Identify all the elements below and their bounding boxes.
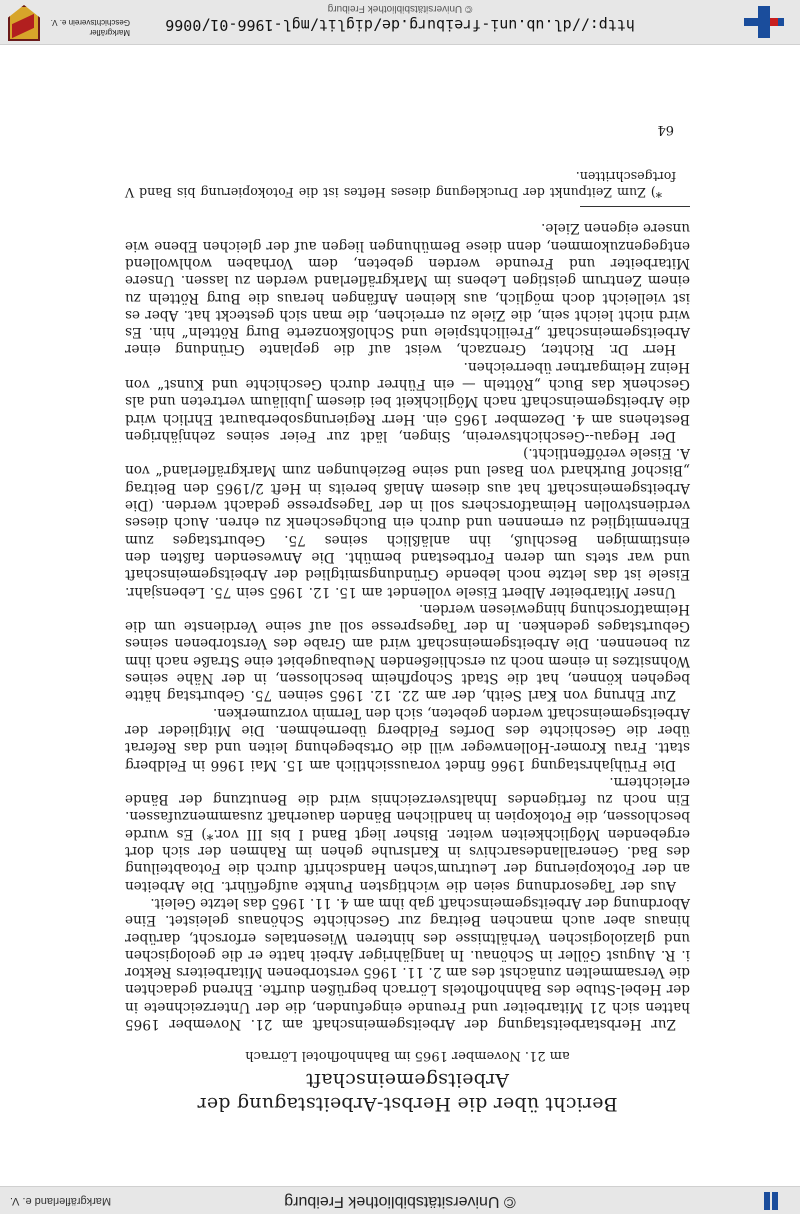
footnote: *) Zum Zeitpunkt der Drucklegung dieses Heftes ist die Fotokopierung bis Band V fortgeschritten. [125,169,676,201]
paragraph: Zur Herbstarbeitstagung der Arbeitsgemeinschaft am 21. November 1965 hatten sich 21 Mitarbeiter und Freunde eingefunden, die der Unterzeichnete in der Hebel-Stube des Bahnhofhotels Lörrach begrüßen durfte. Ehrend gedachten die Versammelten zunächst des am 2. 11. 1965 verstorbenen Mitarbeiters Rektor i. R. August Göller in Schönau. In langjähriger Arbeit hatte er die geologischen und glaziologischen Verhältnisse des hinteren Wiesentales erforscht, darüber hinaus aber auch manchen Beitrag zur Geschichte Schönaus geleistet. Eine Abordnung der Arbeitsgemeinschaft gab ihm am 4. 11. 1965 das letzte Geleit. [125,894,690,1032]
paragraph: Aus der Tagesordnung seien die wichtigsten Punkte aufgeführt. Die Arbeiten an der Fotokopierung der Leutrum'schen Handschrift durch die Fotoabteilung des Bad. Generallandesarchivs in Karlsruhe gehen im Rahmen der sich dort ergebenden Möglichkeiten weiter. Bisher liegt Band I bis III vor.*) Es wurde beschlossen, die Fotokopien in handlichen Bänden dauerhaft zusammenzufassen. Ein noch zu fertigendes Inhaltsverzeichnis wird die Benutzung der Bände erleichtern. [125,773,690,894]
viewer-header [0,0,800,45]
page-number: 64 [657,122,674,138]
document-url[interactable]: http://dl.ub.uni-freiburg.de/diglit/mgl-1966-01/0066 [165,16,635,34]
paragraph: Der Hegau--Geschichtsverein, Singen, lädt zur Feier seines zehnjährigen Bestehens am 4. Dezember 1965 ein. Herr Regierungsoberbaurat Ehrlich wird die Arbeitsgemeinschaft nach Möglichkeit bei diesem Jubiläum vertreten und als Geschenk das Buch „Rötteln — ein Führer durch Geschichte und Kunst“ von Heinz Heimgartner überreichen. [125,358,690,444]
paragraph: Die Frühjahrstagung 1966 findet voraussichtlich am 15. Mai 1966 in Feldberg statt. Frau Kromer-Hollenweger will die Ortsbegehung leiten und das Referat über die Geschichte des Dorfes Feldberg übernehmen. Die Mitglieder der Arbeitsgemeinschaft werden gebeten, sich den Termin vorzumerken. [125,704,690,773]
scanned-page [0,44,800,1186]
library-credit: © Universitätsbibliothek Freiburg [327,3,473,14]
article-title: Bericht über die Herbst-Arbeitstagung der Arbeitsgemeinschaft [197,1069,618,1115]
article [125,121,690,1116]
viewer-footer [0,1186,800,1214]
paragraph: Zur Ehrung von Karl Seith, der am 22. 12. 1965 seinen 75. Geburtstag hätte begehen können, hat die Stadt Schopfheim beschlossen, in der Nähe seines Wohnsitzes in einem noch zu erschließenden Neubaugebiet eine Straße nach ihm zu benennen. Die Arbeitsgemeinschaft wird am Grabe des Verstorbenen seines Geburtstages gedenken. In der Tagespresse soll auf seine Verdienste um die Heimatforschung hingewiesen werden. [125,600,690,704]
footnote-divider [580,206,690,207]
paragraph: Herr Dr. Richter, Grenzach, weist auf die geplante Gründung einer Arbeitsgemeinschaft „Freilichtspiele und Schloßkonzerte Burg Rötteln“ hin. Es wird nicht leicht sein, die Ziele zu erreichen, die man sich gesteckt hat. Aber es ist vielleicht doch möglich, aus kleinen Anfängen heraus die Burg Rötteln zu einem Zentrum geistigen Lebens im Markgräflerland werden zu lassen. Unsere Mitarbeiter und Freunde werden gebeten, dem Vorhaben wohlwollend entgegenzukommen, denn diese Bemühungen liegen auf der gleichen Ebene wie unsere eigenen Ziele. [125,220,690,358]
article-subtitle: am 21. November 1965 im Bahnhofhotel Lörrach [245,1048,570,1063]
association-name: Markgräflerland e. V. [10,1195,112,1207]
association-name: Markgräfler Geschichtsverein e. V. [50,18,130,37]
paragraph: Unser Mitarbeiter Albert Eisele vollendet am 15. 12. 1965 sein 75. Lebensjahr. Eisele ist das letzte noch lebende Gründungsmitglied der Arbeitsgemeinschaft und war stets um deren Fortbestand bemüht. Die Anwesenden faßten den einstimmigen Beschluß, ihn anläßlich seines 75. Geburtstages zum Ehrenmitglied zu ernennen und durch ein Buchgeschenk zu ehren. Auch dieses verdienstvollen Heimatforschers soll in der Tagespresse gedacht werden. (Die Arbeitsgemeinschaft hat aus diesem Anlaß bereits in Heft 2/1965 den Beitrag „Bischof Burkhard von Basel und seine Beziehungen zum Markgräflerland“ von A. Eisele veröffentlicht.) [125,445,690,600]
library-credit: © Universitätsbibliothek Freiburg [284,1193,516,1210]
